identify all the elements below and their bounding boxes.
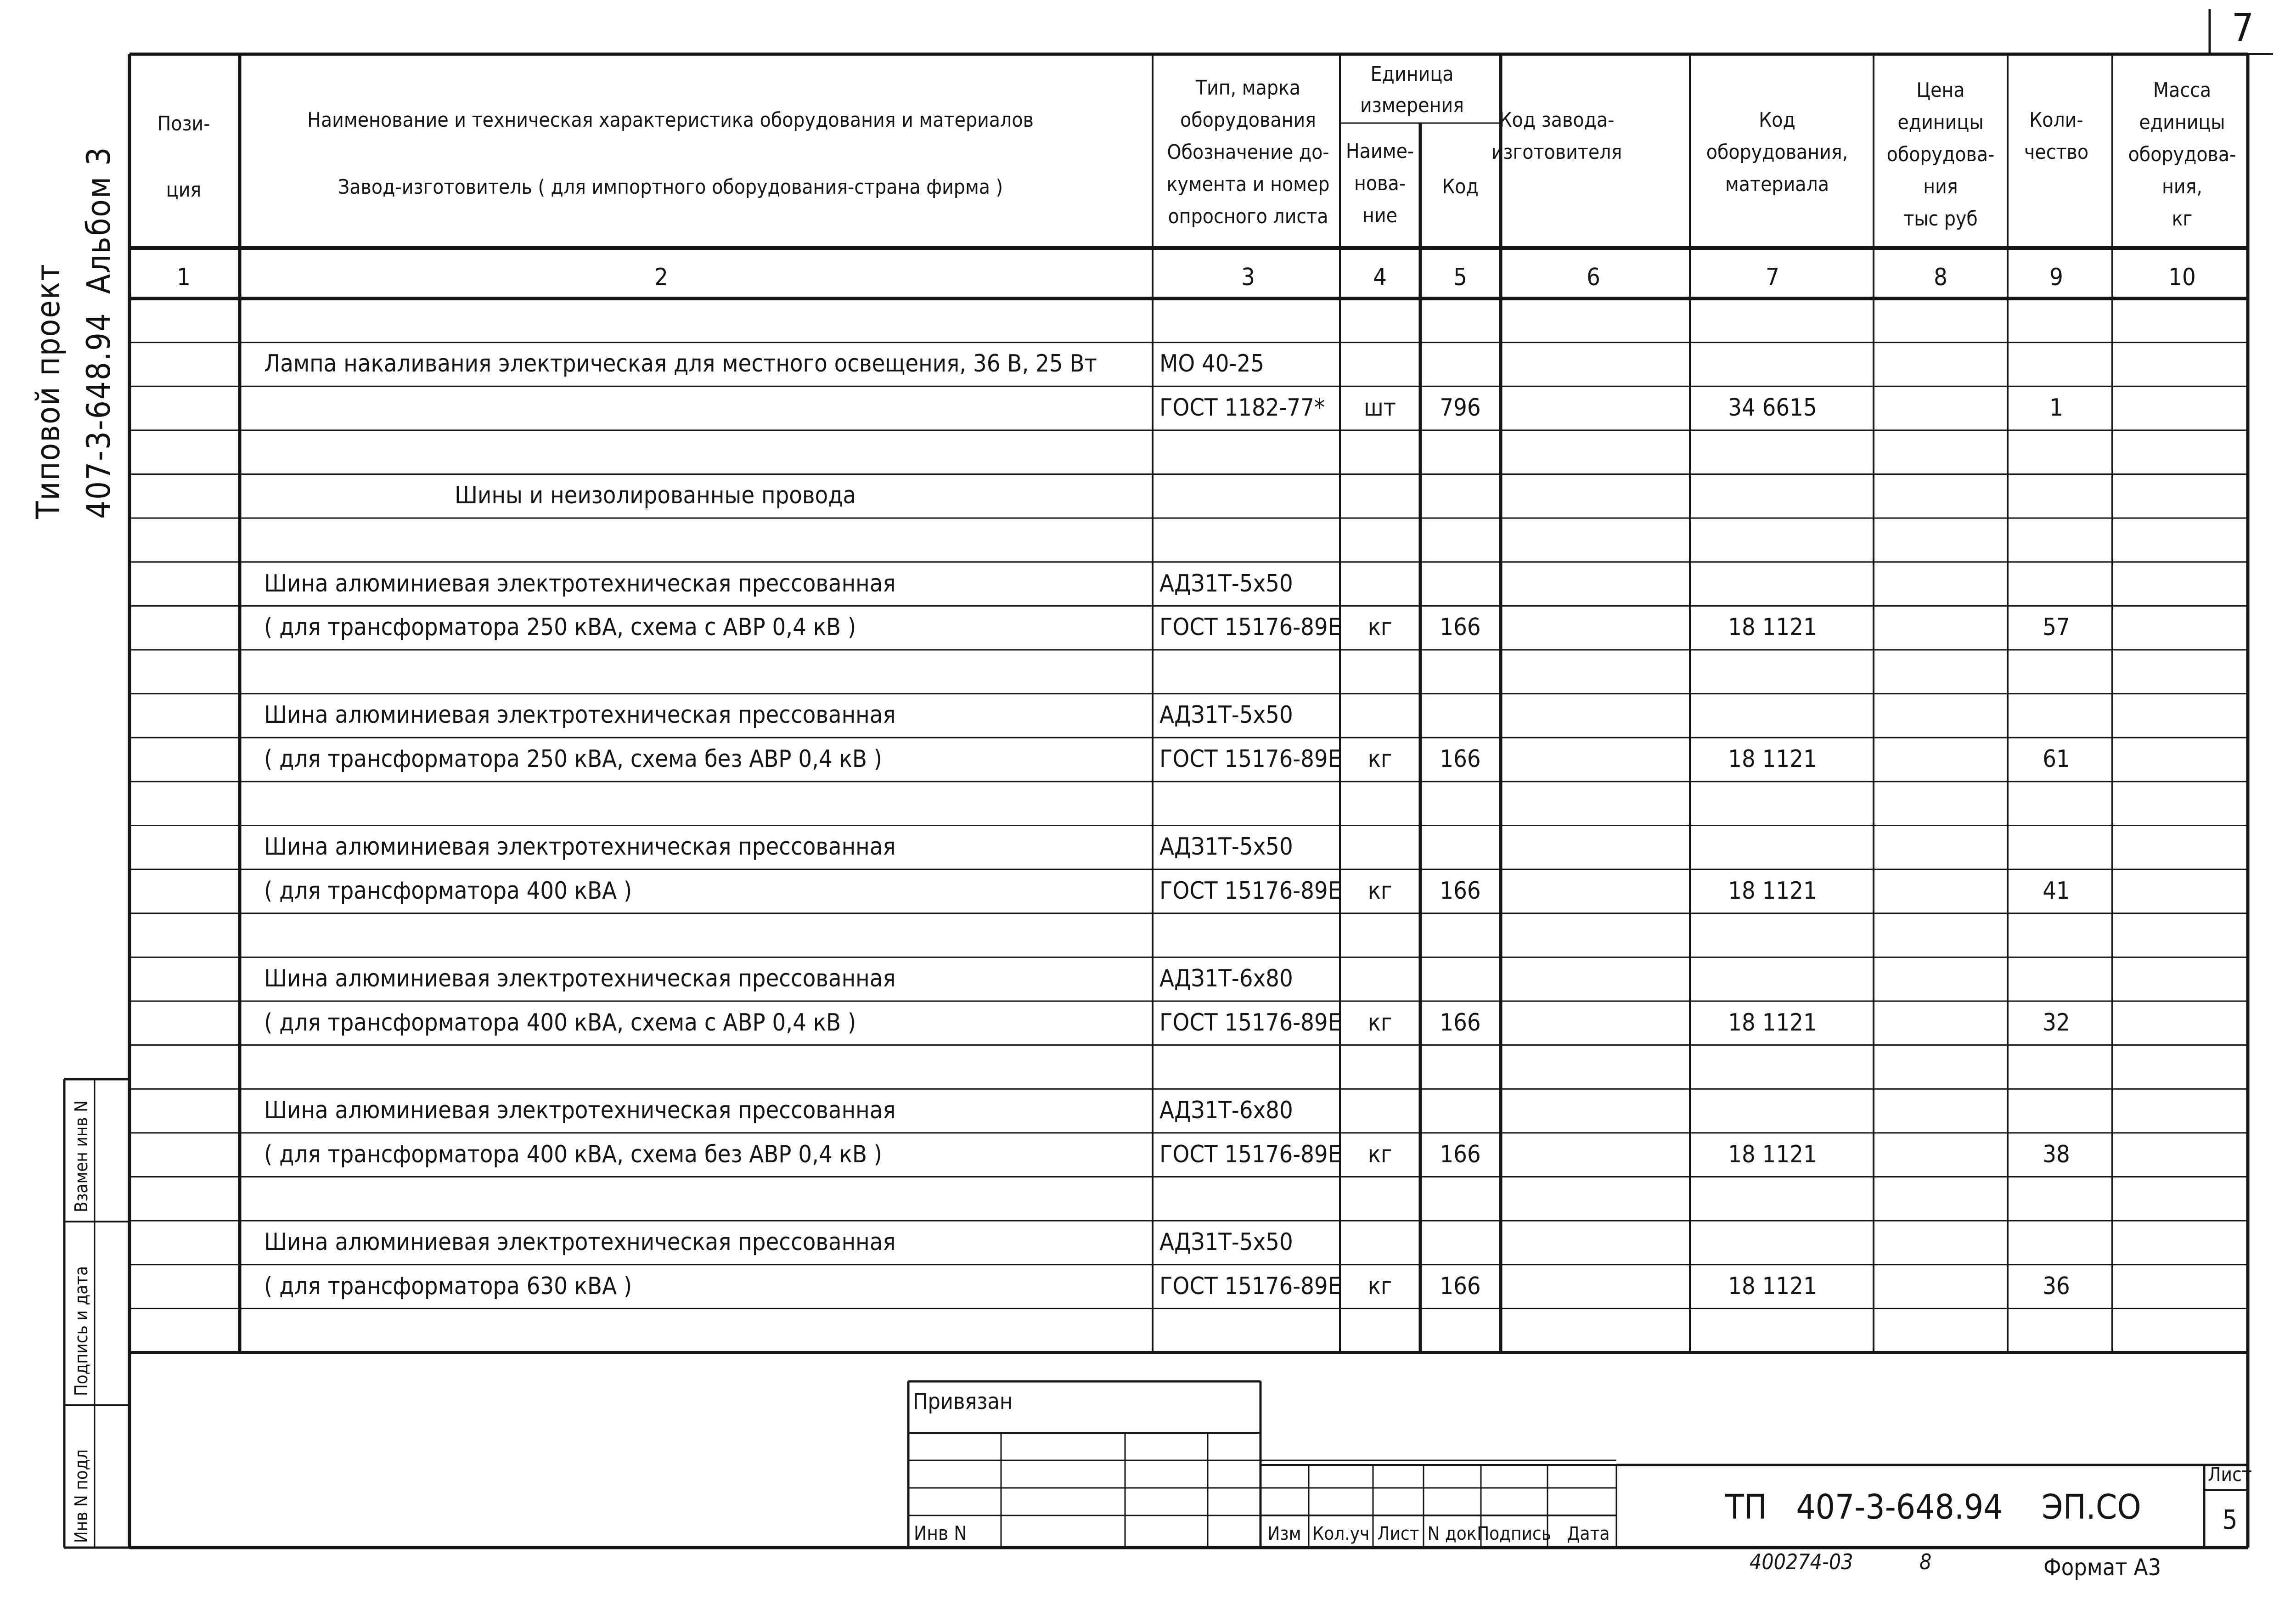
cell-code: 166 xyxy=(1440,1008,1481,1036)
cell-equip: 18 1121 xyxy=(1728,1140,1817,1168)
cell-equip: 18 1121 xyxy=(1728,745,1817,773)
header-col6-line2: изготовителя xyxy=(1491,141,1622,164)
stamp-col-list: Лист xyxy=(1377,1523,1419,1544)
header-col8-line3: оборудова- xyxy=(1886,143,1995,166)
stamp-sheet-number: 5 xyxy=(2222,1504,2238,1535)
header-col10-line1: Масса xyxy=(2153,79,2212,102)
cell-name: Шина алюминиевая электротехническая прессованная xyxy=(264,569,896,597)
cell-code: 796 xyxy=(1440,394,1481,422)
header-col2-line1: Наименование и техническая характеристика оборудования и материалов xyxy=(307,108,1034,132)
stamp-col-izm: Изм xyxy=(1267,1523,1301,1544)
header-col7-line2: оборудования, xyxy=(1706,141,1848,164)
cell-type: ГОСТ 15176-89Е xyxy=(1159,1008,1342,1036)
cell-type: АДЗ1Т-5х50 xyxy=(1159,1228,1293,1256)
cell-type: АДЗ1Т-5х50 xyxy=(1159,701,1293,729)
header-col10-line5: кг xyxy=(2172,207,2193,231)
header-col8-line4: ния xyxy=(1923,175,1958,198)
header-col9-line2: чество xyxy=(2024,141,2089,164)
header-unit-group-line2: измерения xyxy=(1360,94,1464,117)
cell-name: Шина алюминиевая электротехническая прессованная xyxy=(264,1228,896,1256)
colnum-1: 1 xyxy=(177,264,191,291)
header-col4-line1: Наиме- xyxy=(1345,140,1414,163)
cell-qty: 1 xyxy=(2049,394,2063,422)
header-col5: Код xyxy=(1442,175,1479,198)
cell-name: ( для трансформатора 400 кВА, схема с АВР 0,4 кВ ) xyxy=(264,1008,856,1036)
colnum-3: 3 xyxy=(1241,264,1255,291)
stamp-col-signature: Подпись xyxy=(1477,1523,1551,1544)
stamp-col-ndok: N док xyxy=(1427,1523,1477,1544)
cell-name: ( для трансформатора 250 кВА, схема без АВР 0,4 кВ ) xyxy=(264,745,883,773)
cell-name: Шина алюминиевая электротехническая прессованная xyxy=(264,965,896,993)
cell-qty: 36 xyxy=(2043,1272,2070,1300)
cell-type: АДЗ1Т-5х50 xyxy=(1159,833,1293,861)
header-col9-line1: Коли- xyxy=(2029,108,2083,132)
cell-unit: кг xyxy=(1367,1140,1392,1168)
header-col1-line2: ция xyxy=(166,178,202,202)
header-unit-group-line1: Единица xyxy=(1370,62,1454,86)
cell-type: ГОСТ 15176-89Е xyxy=(1159,745,1342,773)
cell-name: ( для трансформатора 630 кВА ) xyxy=(264,1272,632,1300)
cell-type: АДЗ1Т-6х80 xyxy=(1159,965,1293,993)
cell-type: ГОСТ 1182-77* xyxy=(1159,394,1325,422)
stamp-inv-label: Инв N xyxy=(914,1522,967,1544)
cell-name: ( для трансформатора 400 кВА ) xyxy=(264,877,632,905)
header-col10-line2: единицы xyxy=(2139,111,2225,134)
cell-name: ( для трансформатора 250 кВА, схема с АВР 0,4 кВ ) xyxy=(264,614,856,642)
strip-replaced-inv: Взамен инв N xyxy=(71,1100,91,1212)
cell-unit: шт xyxy=(1363,394,1396,422)
header-col3-line4: кумента и номер xyxy=(1166,173,1330,196)
header-col3-line5: опросного листа xyxy=(1168,205,1328,228)
cell-code: 166 xyxy=(1440,877,1481,905)
cell-type: ГОСТ 15176-89Е xyxy=(1159,877,1342,905)
stamp-bound-label: Привязан xyxy=(913,1389,1013,1414)
colnum-7: 7 xyxy=(1766,264,1779,291)
header-col4-line2: нова- xyxy=(1354,172,1406,195)
header-col8-line5: тыс руб xyxy=(1903,207,1978,231)
header-col7-line1: Код xyxy=(1759,108,1795,132)
cell-type: ГОСТ 15176-89Е xyxy=(1159,614,1342,642)
header-col8-line1: Цена xyxy=(1916,79,1965,102)
footer-extra-number: 8 xyxy=(1919,1549,1932,1574)
side-project-number: 407-3-648.94 xyxy=(80,312,118,519)
header-col2-line2: Завод-изготовитель ( для импортного оборудования-страна фирма ) xyxy=(338,175,1003,199)
sheet-corner-number: 7 xyxy=(2232,5,2254,50)
header-col6-line1: Код завода- xyxy=(1499,108,1615,132)
cell-qty: 57 xyxy=(2043,614,2070,642)
cell-unit: кг xyxy=(1367,1008,1392,1036)
colnum-8: 8 xyxy=(1934,264,1947,291)
header-col4-line3: ние xyxy=(1362,204,1397,227)
cell-code: 166 xyxy=(1440,745,1481,773)
cell-name: ( для трансформатора 400 кВА, схема без АВР 0,4 кВ ) xyxy=(264,1140,883,1168)
cell-name: Шина алюминиевая электротехническая прессованная xyxy=(264,833,896,861)
cell-equip: 18 1121 xyxy=(1728,614,1817,642)
cell-equip: 18 1121 xyxy=(1728,877,1817,905)
cell-code: 166 xyxy=(1440,614,1481,642)
cell-qty: 41 xyxy=(2043,877,2070,905)
strip-signature-date: Подпись и дата xyxy=(71,1266,91,1396)
side-album-label: Альбом 3 xyxy=(80,146,118,294)
colnum-4: 4 xyxy=(1373,264,1387,291)
header-col3-line3: Обозначение до- xyxy=(1167,141,1329,164)
cell-name: Лампа накаливания электрическая для местного освещения, 36 В, 25 Вт xyxy=(264,350,1097,378)
cell-name: Шина алюминиевая электротехническая прессованная xyxy=(264,701,896,729)
cell-qty: 38 xyxy=(2043,1140,2070,1168)
cell-equip: 34 6615 xyxy=(1728,394,1817,422)
cell-unit: кг xyxy=(1367,877,1392,905)
stamp-col-date: Дата xyxy=(1567,1523,1610,1544)
colnum-10: 10 xyxy=(2168,264,2196,291)
footer-format-label: Формат А3 xyxy=(2043,1554,2161,1581)
cell-type: ГОСТ 15176-89Е xyxy=(1159,1140,1342,1168)
stamp-document-code: ТП 407-3-648.94 ЭП.СО xyxy=(1725,1487,2141,1527)
side-project-label: Типовой проект xyxy=(29,263,67,519)
cell-qty: 32 xyxy=(2043,1008,2070,1036)
cell-unit: кг xyxy=(1367,1272,1392,1300)
cell-equip: 18 1121 xyxy=(1728,1008,1817,1036)
cell-qty: 61 xyxy=(2043,745,2070,773)
header-col1-line1: Пози- xyxy=(157,112,210,135)
cell-unit: кг xyxy=(1367,745,1392,773)
header-col3-line2: оборудования xyxy=(1180,108,1316,132)
colnum-9: 9 xyxy=(2049,264,2063,291)
cell-equip: 18 1121 xyxy=(1728,1272,1817,1300)
header-col8-line2: единицы xyxy=(1897,111,1984,134)
cell-code: 166 xyxy=(1440,1140,1481,1168)
colnum-6: 6 xyxy=(1587,264,1600,291)
cell-unit: кг xyxy=(1367,614,1392,642)
header-col10-line3: оборудова- xyxy=(2128,143,2236,166)
footer-inventory-number: 400274-03 xyxy=(1750,1549,1853,1574)
strip-original-inv: Инв N подл xyxy=(71,1449,91,1543)
colnum-2: 2 xyxy=(654,264,668,291)
cell-type: МО 40-25 xyxy=(1159,350,1264,378)
cell-name: Шины и неизолированные провода xyxy=(455,482,856,510)
cell-code: 166 xyxy=(1440,1272,1481,1300)
header-col10-line4: ния, xyxy=(2162,175,2202,198)
header-col7-line3: материала xyxy=(1725,173,1829,196)
colnum-5: 5 xyxy=(1453,264,1467,291)
cell-type: АДЗ1Т-6х80 xyxy=(1159,1097,1293,1125)
cell-type: АДЗ1Т-5х50 xyxy=(1159,569,1293,597)
cell-name: Шина алюминиевая электротехническая прессованная xyxy=(264,1097,896,1125)
cell-type: ГОСТ 15176-89Е xyxy=(1159,1272,1342,1300)
stamp-sheet-label: Лист xyxy=(2208,1463,2252,1486)
header-col3-line1: Тип, марка xyxy=(1195,76,1301,100)
stamp-col-koluch: Кол.уч xyxy=(1312,1523,1370,1544)
